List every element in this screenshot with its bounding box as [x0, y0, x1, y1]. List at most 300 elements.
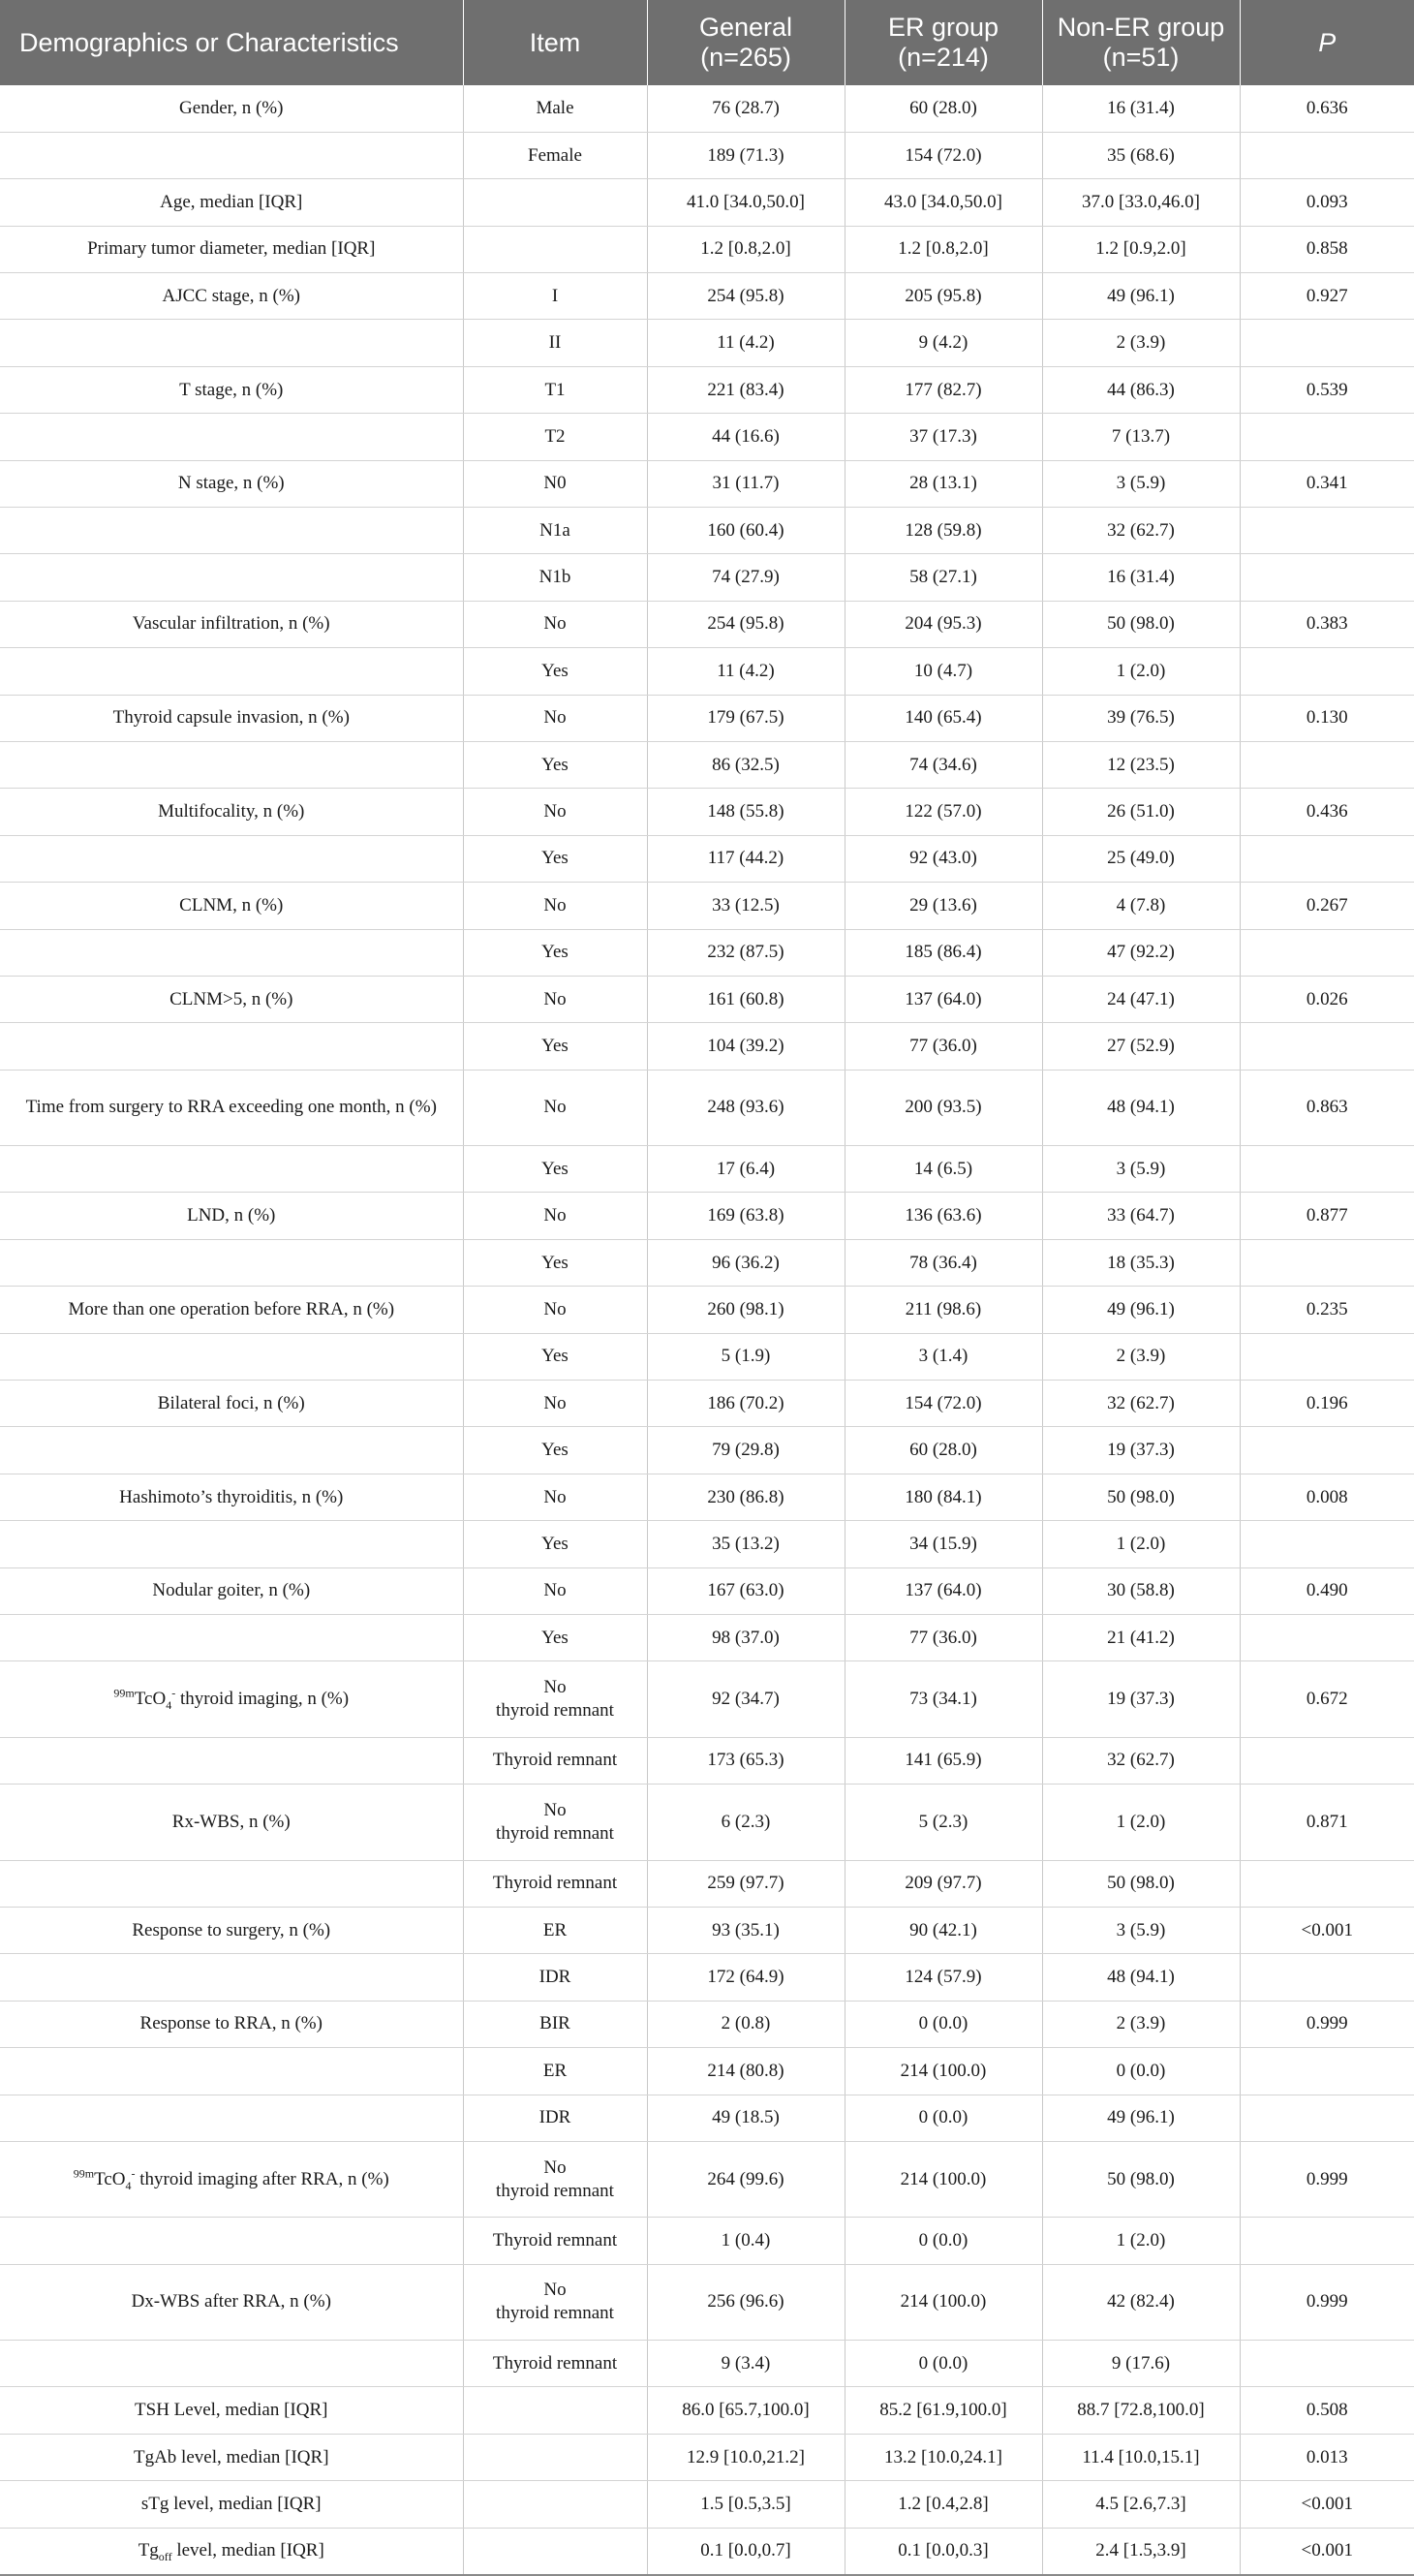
row-er-value: 90 (42.1) [845, 1907, 1042, 1953]
row-non-er-value: 2 (3.9) [1042, 1333, 1240, 1380]
table-header [0, 0, 1414, 85]
row-general-value: 230 (86.8) [647, 1474, 845, 1520]
table-row [0, 414, 1414, 460]
table-row [0, 789, 1414, 835]
row-er-value: 34 (15.9) [845, 1521, 1042, 1567]
row-non-er-value: 4.5 [2.6,7.3] [1042, 2481, 1240, 2528]
row-non-er-value: 19 (37.3) [1042, 1661, 1240, 1737]
row-p-value [1240, 320, 1414, 366]
row-general-value: 74 (27.9) [647, 554, 845, 601]
row-non-er-value: 3 (5.9) [1042, 460, 1240, 507]
table-row [0, 601, 1414, 647]
row-item: Yes [463, 648, 647, 695]
row-er-value: 214 (100.0) [845, 2048, 1042, 2095]
row-characteristic [0, 508, 463, 554]
row-item: T2 [463, 414, 647, 460]
row-p-value: 0.235 [1240, 1287, 1414, 1333]
row-non-er-value: 27 (52.9) [1042, 1023, 1240, 1070]
row-characteristic [0, 132, 463, 178]
row-characteristic: Primary tumor diameter, median [IQR] [0, 226, 463, 272]
row-er-value: 214 (100.0) [845, 2141, 1042, 2217]
row-characteristic [0, 648, 463, 695]
row-p-value [1240, 1521, 1414, 1567]
row-item: T1 [463, 366, 647, 413]
row-general-value: 11 (4.2) [647, 648, 845, 695]
table-row [0, 1615, 1414, 1661]
row-non-er-value: 37.0 [33.0,46.0] [1042, 179, 1240, 226]
row-item [463, 226, 647, 272]
table-row [0, 2481, 1414, 2528]
row-item: Yes [463, 1615, 647, 1661]
row-p-value [1240, 132, 1414, 178]
row-er-value: 0 (0.0) [845, 2341, 1042, 2387]
row-item: No [463, 695, 647, 741]
row-item: No thyroid remnant [463, 1661, 647, 1737]
row-characteristic: Hashimoto’s thyroiditis, n (%) [0, 1474, 463, 1520]
row-general-value: 160 (60.4) [647, 508, 845, 554]
row-p-value [1240, 2218, 1414, 2264]
row-non-er-value: 32 (62.7) [1042, 1381, 1240, 1427]
row-p-value: 0.539 [1240, 366, 1414, 413]
row-er-value: 136 (63.6) [845, 1193, 1042, 1239]
row-er-value: 43.0 [34.0,50.0] [845, 179, 1042, 226]
row-characteristic [0, 741, 463, 788]
row-non-er-value: 7 (13.7) [1042, 414, 1240, 460]
row-item: No thyroid remnant [463, 1785, 647, 1860]
row-non-er-value: 2.4 [1.5,3.9] [1042, 2528, 1240, 2574]
row-er-value: 137 (64.0) [845, 976, 1042, 1022]
row-non-er-value: 3 (5.9) [1042, 1146, 1240, 1193]
row-non-er-value: 1 (2.0) [1042, 1785, 1240, 1860]
row-general-value: 259 (97.7) [647, 1860, 845, 1907]
row-item: Thyroid remnant [463, 1860, 647, 1907]
row-characteristic: Age, median [IQR] [0, 179, 463, 226]
row-p-value: 0.636 [1240, 85, 1414, 132]
row-item: BIR [463, 2001, 647, 2047]
row-item: No [463, 883, 647, 929]
row-p-value: 0.858 [1240, 226, 1414, 272]
row-er-value: 154 (72.0) [845, 132, 1042, 178]
table-row [0, 320, 1414, 366]
row-p-value: 0.871 [1240, 1785, 1414, 1860]
row-item: No [463, 1070, 647, 1145]
row-general-value: 79 (29.8) [647, 1427, 845, 1474]
row-characteristic: More than one operation before RRA, n (%) [0, 1287, 463, 1333]
row-item: No [463, 1287, 647, 1333]
row-general-value: 148 (55.8) [647, 789, 845, 835]
row-characteristic [0, 1954, 463, 2001]
row-characteristic [0, 1860, 463, 1907]
row-er-value: 77 (36.0) [845, 1615, 1042, 1661]
row-characteristic: Response to surgery, n (%) [0, 1907, 463, 1953]
row-er-value: 122 (57.0) [845, 789, 1042, 835]
table-row [0, 695, 1414, 741]
row-general-value: 167 (63.0) [647, 1567, 845, 1614]
row-general-value: 221 (83.4) [647, 366, 845, 413]
row-characteristic [0, 929, 463, 976]
row-general-value: 104 (39.2) [647, 1023, 845, 1070]
row-item: Yes [463, 1146, 647, 1193]
row-general-value: 1.5 [0.5,3.5] [647, 2481, 845, 2528]
row-p-value [1240, 1954, 1414, 2001]
table-row [0, 2048, 1414, 2095]
row-item: Yes [463, 835, 647, 882]
table-body [0, 85, 1414, 2575]
row-item [463, 179, 647, 226]
row-p-value: 0.130 [1240, 695, 1414, 741]
row-er-value: 204 (95.3) [845, 601, 1042, 647]
row-item: ER [463, 2048, 647, 2095]
header-general-n: (n=265) [700, 43, 791, 72]
row-p-value: 0.013 [1240, 2434, 1414, 2480]
row-er-value: 211 (98.6) [845, 1287, 1042, 1333]
row-non-er-value: 1 (2.0) [1042, 1521, 1240, 1567]
table-row [0, 273, 1414, 320]
row-er-value: 137 (64.0) [845, 1567, 1042, 1614]
row-er-value: 205 (95.8) [845, 273, 1042, 320]
row-er-value: 60 (28.0) [845, 1427, 1042, 1474]
label-subscript: off [158, 2549, 172, 2563]
table-row [0, 1737, 1414, 1784]
row-characteristic: Rx-WBS, n (%) [0, 1785, 463, 1860]
label-main: Tg [138, 2540, 159, 2561]
table-row [0, 554, 1414, 601]
row-characteristic [0, 2048, 463, 2095]
row-er-value: 200 (93.5) [845, 1070, 1042, 1145]
row-non-er-value: 24 (47.1) [1042, 976, 1240, 1022]
table-row [0, 1661, 1414, 1737]
row-er-value: 10 (4.7) [845, 648, 1042, 695]
row-non-er-value: 3 (5.9) [1042, 1907, 1240, 1953]
row-er-value: 29 (13.6) [845, 883, 1042, 929]
row-characteristic [0, 1239, 463, 1286]
table-row [0, 648, 1414, 695]
header-general-title: General [698, 13, 793, 42]
label-subscript: 4 [166, 1697, 172, 1712]
row-item: No [463, 1567, 647, 1614]
row-er-value: 154 (72.0) [845, 1381, 1042, 1427]
row-non-er-value: 0 (0.0) [1042, 2048, 1240, 2095]
row-general-value: 44 (16.6) [647, 414, 845, 460]
row-general-value: 49 (18.5) [647, 2095, 845, 2141]
row-item: IDR [463, 1954, 647, 2001]
row-general-value: 5 (1.9) [647, 1333, 845, 1380]
label-main: TcO [94, 2168, 126, 2189]
table-row [0, 2434, 1414, 2480]
row-p-value: 0.490 [1240, 1567, 1414, 1614]
row-non-er-value: 42 (82.4) [1042, 2264, 1240, 2340]
row-characteristic: T stage, n (%) [0, 366, 463, 413]
row-p-value: 0.196 [1240, 1381, 1414, 1427]
row-general-value: 254 (95.8) [647, 601, 845, 647]
row-general-value: 248 (93.6) [647, 1070, 845, 1145]
row-non-er-value: 18 (35.3) [1042, 1239, 1240, 1286]
row-item: No [463, 976, 647, 1022]
row-characteristic [0, 1427, 463, 1474]
row-non-er-value: 2 (3.9) [1042, 2001, 1240, 2047]
row-er-value: 180 (84.1) [845, 1474, 1042, 1520]
row-item: ER [463, 1907, 647, 1953]
row-item: II [463, 320, 647, 366]
row-general-value: 256 (96.6) [647, 2264, 845, 2340]
row-er-value: 124 (57.9) [845, 1954, 1042, 2001]
row-p-value [1240, 1023, 1414, 1070]
row-er-value: 85.2 [61.9,100.0] [845, 2387, 1042, 2434]
table-row [0, 1427, 1414, 1474]
row-general-value: 214 (80.8) [647, 2048, 845, 2095]
row-p-value [1240, 1146, 1414, 1193]
row-general-value: 161 (60.8) [647, 976, 845, 1022]
row-p-value: 0.999 [1240, 2141, 1414, 2217]
row-non-er-value: 9 (17.6) [1042, 2341, 1240, 2387]
row-item: Yes [463, 1023, 647, 1070]
row-p-value: 0.999 [1240, 2264, 1414, 2340]
table-row [0, 929, 1414, 976]
row-characteristic: sTg level, median [IQR] [0, 2481, 463, 2528]
row-item: Yes [463, 1427, 647, 1474]
row-general-value: 2 (0.8) [647, 2001, 845, 2047]
label-rest: thyroid imaging, n (%) [175, 1689, 350, 1710]
row-item: Thyroid remnant [463, 2218, 647, 2264]
header-item: Item [463, 0, 647, 85]
row-non-er-value: 48 (94.1) [1042, 1070, 1240, 1145]
row-p-value [1240, 1333, 1414, 1380]
row-item: No thyroid remnant [463, 2141, 647, 2217]
row-non-er-value: 49 (96.1) [1042, 2095, 1240, 2141]
row-characteristic [0, 2528, 463, 2574]
row-general-value: 96 (36.2) [647, 1239, 845, 1286]
label-superscript-charge: - [171, 1686, 176, 1700]
row-item: No thyroid remnant [463, 2264, 647, 2340]
table-row [0, 1954, 1414, 2001]
row-er-value: 209 (97.7) [845, 1860, 1042, 1907]
label-main: TcO [134, 1689, 167, 1710]
row-general-value: 254 (95.8) [647, 273, 845, 320]
table-row [0, 1381, 1414, 1427]
row-p-value: 0.267 [1240, 883, 1414, 929]
table-row [0, 2095, 1414, 2141]
label-superscript-charge: - [131, 2166, 136, 2181]
row-general-value: 98 (37.0) [647, 1615, 845, 1661]
row-general-value: 86.0 [65.7,100.0] [647, 2387, 845, 2434]
row-characteristic: Response to RRA, n (%) [0, 2001, 463, 2047]
row-general-value: 173 (65.3) [647, 1737, 845, 1784]
row-er-value: 5 (2.3) [845, 1785, 1042, 1860]
label-superscript: 99m [113, 1686, 135, 1700]
row-er-value: 1.2 [0.8,2.0] [845, 226, 1042, 272]
table-row [0, 460, 1414, 507]
row-p-value [1240, 1239, 1414, 1286]
row-p-value [1240, 508, 1414, 554]
row-p-value [1240, 414, 1414, 460]
row-p-value: 0.383 [1240, 601, 1414, 647]
row-er-value: 9 (4.2) [845, 320, 1042, 366]
row-er-value: 3 (1.4) [845, 1333, 1042, 1380]
row-characteristic: LND, n (%) [0, 1193, 463, 1239]
row-characteristic: TgAb level, median [IQR] [0, 2434, 463, 2480]
table-row [0, 741, 1414, 788]
row-er-value: 74 (34.6) [845, 741, 1042, 788]
row-non-er-value: 50 (98.0) [1042, 601, 1240, 647]
table-row [0, 835, 1414, 882]
table-row [0, 1146, 1414, 1193]
row-non-er-value: 11.4 [10.0,15.1] [1042, 2434, 1240, 2480]
table-row [0, 883, 1414, 929]
table-row [0, 366, 1414, 413]
header-non-er-title: Non-ER group [1057, 13, 1225, 42]
header-non-er-n: (n=51) [1102, 43, 1180, 72]
row-general-value: 169 (63.8) [647, 1193, 845, 1239]
row-general-value: 264 (99.6) [647, 2141, 845, 2217]
row-non-er-value: 49 (96.1) [1042, 1287, 1240, 1333]
label-rest: thyroid imaging after RRA, n (%) [135, 2168, 389, 2189]
row-general-value: 117 (44.2) [647, 835, 845, 882]
row-er-value: 0.1 [0.0,0.3] [845, 2528, 1042, 2574]
row-item: Yes [463, 741, 647, 788]
row-characteristic: Vascular infiltration, n (%) [0, 601, 463, 647]
row-item [463, 2434, 647, 2480]
row-general-value: 1.2 [0.8,2.0] [647, 226, 845, 272]
row-er-value: 1.2 [0.4,2.8] [845, 2481, 1042, 2528]
row-er-value: 92 (43.0) [845, 835, 1042, 882]
row-characteristic [0, 2095, 463, 2141]
row-characteristic: AJCC stage, n (%) [0, 273, 463, 320]
row-characteristic [0, 2341, 463, 2387]
row-item: Yes [463, 1521, 647, 1567]
row-general-value: 92 (34.7) [647, 1661, 845, 1737]
row-general-value: 76 (28.7) [647, 85, 845, 132]
row-p-value: 0.008 [1240, 1474, 1414, 1520]
row-characteristic [0, 1023, 463, 1070]
row-er-value: 128 (59.8) [845, 508, 1042, 554]
row-p-value: 0.927 [1240, 273, 1414, 320]
header-p-value: P [1318, 27, 1337, 57]
row-item: N1a [463, 508, 647, 554]
row-non-er-value: 50 (98.0) [1042, 1860, 1240, 1907]
row-general-value: 33 (12.5) [647, 883, 845, 929]
table-row [0, 2528, 1414, 2574]
table-row [0, 2387, 1414, 2434]
table-row [0, 1023, 1414, 1070]
table-row [0, 1785, 1414, 1860]
table-row [0, 85, 1414, 132]
table-row [0, 1287, 1414, 1333]
row-p-value [1240, 2095, 1414, 2141]
row-general-value: 35 (13.2) [647, 1521, 845, 1567]
row-characteristic [0, 554, 463, 601]
header-er-n: (n=214) [898, 43, 989, 72]
row-item: Yes [463, 1333, 647, 1380]
row-p-value [1240, 835, 1414, 882]
label-rest: level, median [IQR] [171, 2540, 324, 2561]
row-p-value: <0.001 [1240, 2481, 1414, 2528]
row-non-er-value: 19 (37.3) [1042, 1427, 1240, 1474]
row-non-er-value: 1.2 [0.9,2.0] [1042, 226, 1240, 272]
row-er-value: 28 (13.1) [845, 460, 1042, 507]
row-item: Thyroid remnant [463, 1737, 647, 1784]
row-er-value: 0 (0.0) [845, 2001, 1042, 2047]
row-non-er-value: 33 (64.7) [1042, 1193, 1240, 1239]
table-row [0, 179, 1414, 226]
row-non-er-value: 26 (51.0) [1042, 789, 1240, 835]
row-item [463, 2528, 647, 2574]
row-characteristic [0, 835, 463, 882]
row-p-value [1240, 648, 1414, 695]
row-general-value: 11 (4.2) [647, 320, 845, 366]
table-row [0, 1521, 1414, 1567]
row-p-value: <0.001 [1240, 1907, 1414, 1953]
table-row [0, 2341, 1414, 2387]
row-er-value: 77 (36.0) [845, 1023, 1042, 1070]
header-row [0, 0, 1414, 85]
row-non-er-value: 50 (98.0) [1042, 1474, 1240, 1520]
row-characteristic: Bilateral foci, n (%) [0, 1381, 463, 1427]
row-characteristic [0, 1737, 463, 1784]
table-row [0, 1860, 1414, 1907]
row-characteristic: Multifocality, n (%) [0, 789, 463, 835]
row-p-value [1240, 2048, 1414, 2095]
row-non-er-value: 44 (86.3) [1042, 366, 1240, 413]
row-characteristic [0, 1521, 463, 1567]
table-row [0, 2001, 1414, 2047]
row-characteristic [0, 1661, 463, 1737]
row-item: IDR [463, 2095, 647, 2141]
row-item: No [463, 601, 647, 647]
row-general-value: 41.0 [34.0,50.0] [647, 179, 845, 226]
row-er-value: 177 (82.7) [845, 366, 1042, 413]
row-p-value [1240, 929, 1414, 976]
row-er-value: 37 (17.3) [845, 414, 1042, 460]
table-row [0, 2264, 1414, 2340]
row-non-er-value: 30 (58.8) [1042, 1567, 1240, 1614]
row-p-value: 0.436 [1240, 789, 1414, 835]
row-non-er-value: 1 (2.0) [1042, 2218, 1240, 2264]
table-row [0, 1333, 1414, 1380]
row-general-value: 232 (87.5) [647, 929, 845, 976]
row-er-value: 60 (28.0) [845, 85, 1042, 132]
row-general-value: 17 (6.4) [647, 1146, 845, 1193]
table-row [0, 1907, 1414, 1953]
row-item [463, 2481, 647, 2528]
row-p-value [1240, 741, 1414, 788]
row-er-value: 185 (86.4) [845, 929, 1042, 976]
row-er-value: 73 (34.1) [845, 1661, 1042, 1737]
row-characteristic [0, 320, 463, 366]
row-characteristic: Dx-WBS after RRA, n (%) [0, 2264, 463, 2340]
table-row [0, 508, 1414, 554]
row-non-er-value: 16 (31.4) [1042, 85, 1240, 132]
row-non-er-value: 4 (7.8) [1042, 883, 1240, 929]
header-general [647, 0, 845, 85]
row-p-value: 0.026 [1240, 976, 1414, 1022]
row-characteristic: N stage, n (%) [0, 460, 463, 507]
row-p-value: <0.001 [1240, 2528, 1414, 2574]
label-subscript: 4 [125, 2178, 132, 2192]
header-non-er-group [1042, 0, 1240, 85]
row-item: No [463, 789, 647, 835]
label-superscript: 99m [73, 2166, 95, 2181]
row-p-value: 0.093 [1240, 179, 1414, 226]
row-er-value: 58 (27.1) [845, 554, 1042, 601]
row-item: Yes [463, 929, 647, 976]
row-non-er-value: 32 (62.7) [1042, 508, 1240, 554]
row-non-er-value: 50 (98.0) [1042, 2141, 1240, 2217]
header-er-title: ER group [887, 13, 999, 42]
row-characteristic [0, 2141, 463, 2217]
row-general-value: 86 (32.5) [647, 741, 845, 788]
row-p-value: 0.999 [1240, 2001, 1414, 2047]
row-non-er-value: 12 (23.5) [1042, 741, 1240, 788]
